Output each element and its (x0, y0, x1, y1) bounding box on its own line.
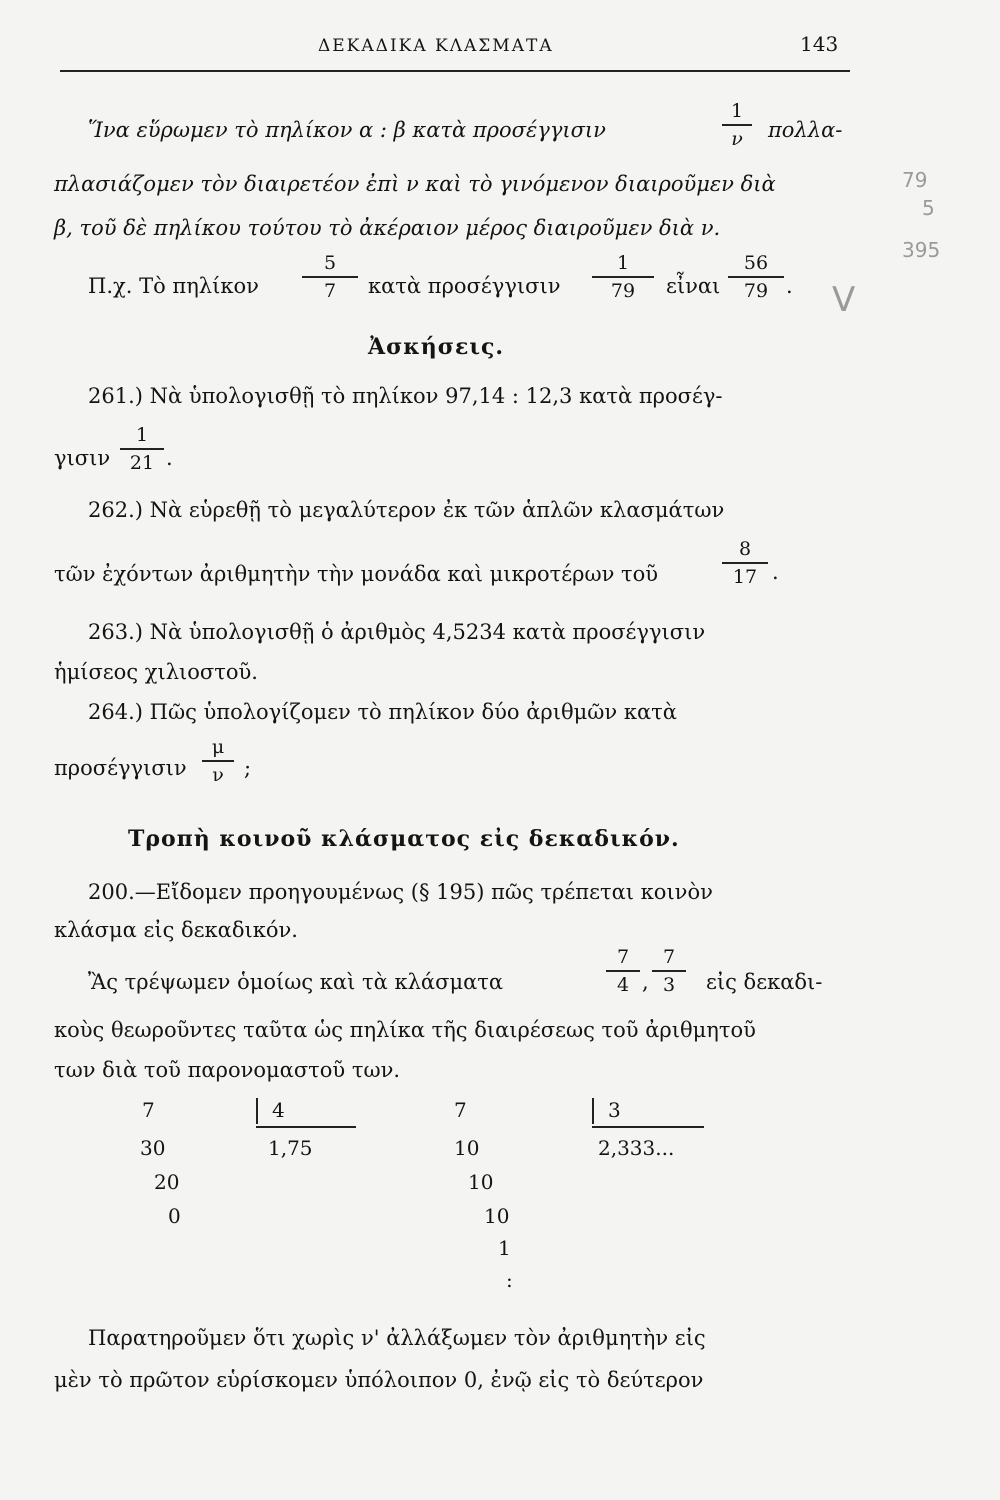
intro-line-1: Ἵνα εὕρωμεν τὸ πηλίκον α : β κατὰ προσέγγισιν (88, 118, 606, 142)
example-fraction-2 (592, 252, 654, 302)
margin-note: 79 (902, 168, 928, 192)
header-rule (60, 70, 850, 72)
margin-note: 395 (902, 238, 941, 262)
exercise-261-line-1: 261.) Νὰ ὑπολογισθῇ τὸ πηλίκον 97,14 : 12,3 κατὰ προσέγ- (88, 384, 723, 408)
paragraph-200-line-1: 200.—Εἴδομεν προηγουμένως (§ 195) πῶς τρέπεται κοινὸν (88, 880, 713, 904)
fraction-bar (728, 276, 784, 278)
intro-line-3: β, τοῦ δὲ πηλίκου τούτου τὸ ἀκέραιον μέρος διαιροῦμεν διὰ ν. (54, 216, 721, 240)
fraction-denominator: 79 (610, 279, 636, 302)
paragraph-as-fraction-2 (652, 946, 686, 996)
intro-line-2: πλασιάζομεν τὸν διαιρετέον ἐπὶ ν καὶ τὸ γινόμενον διαιροῦμεν διὰ (54, 172, 776, 196)
fraction-numerator: 56 (743, 252, 769, 274)
division-1-quotient: 1,75 (268, 1136, 313, 1160)
example-end: . (786, 274, 793, 298)
fraction-bar (722, 124, 752, 126)
fraction-bar (120, 448, 164, 450)
division-2-continuation: : (506, 1268, 513, 1292)
fraction-denominator: ν (212, 763, 224, 786)
fraction-separator: , (642, 970, 649, 994)
example-text-b: κατὰ προσέγγισιν (368, 274, 561, 298)
fraction-bar (202, 760, 234, 762)
fraction-denominator: 4 (616, 973, 630, 996)
exercise-261-end: . (166, 446, 173, 470)
fraction-numerator: 7 (616, 946, 630, 968)
division-2-step: 10 (468, 1170, 494, 1194)
fraction-numerator: 5 (323, 252, 337, 274)
division-2-step: 10 (484, 1204, 510, 1228)
exercise-261-line-2: γισιν (54, 446, 111, 470)
fraction-bar (606, 970, 640, 972)
division-2-quotient: 2,333... (598, 1136, 675, 1160)
division-1-step: 30 (140, 1136, 166, 1160)
fraction-bar (592, 276, 654, 278)
paragraph-as-fraction-1 (606, 946, 640, 996)
running-header: ΔΕΚΑΔΙΚΑ ΚΛΑΣΜΑΤΑ (318, 36, 554, 56)
fraction-numerator: 1 (730, 100, 744, 122)
example-fraction-3 (728, 252, 784, 302)
exercise-261-fraction (120, 424, 164, 474)
intro-line-1-end: πολλα- (768, 118, 843, 142)
fraction-denominator: 3 (662, 973, 676, 996)
exercise-264-fraction (202, 736, 234, 786)
exercise-262-line-1: 262.) Νὰ εὑρεθῇ τὸ μεγαλύτερον ἐκ τῶν ἁπλῶν κλασμάτων (88, 498, 725, 522)
division-1-step: 20 (154, 1170, 180, 1194)
exercise-264-line-1: 264.) Πῶς ὑπολογίζομεν τὸ πηλίκον δύο ἀριθμῶν κατὰ (88, 700, 677, 724)
fraction-bar (722, 562, 768, 564)
margin-checkmark: V (832, 280, 856, 320)
division-2-step: 10 (454, 1136, 480, 1160)
intro-fraction (722, 100, 752, 150)
closing-line-1: Παρατηροῦμεν ὅτι χωρὶς ν' ἀλλάξωμεν τὸν ἀριθμητὴν εἰς (88, 1326, 706, 1350)
division-1-step: 0 (168, 1204, 181, 1228)
division-1-divisor: 4 (272, 1098, 285, 1122)
fraction-denominator: 21 (129, 451, 155, 474)
fraction-numerator: 8 (738, 538, 752, 560)
fraction-bar (302, 276, 358, 278)
exercise-263-line-1: 263.) Νὰ ὑπολογισθῇ ὁ ἀριθμὸς 4,5234 κατὰ προσέγγισιν (88, 620, 706, 644)
division-2-step: 1 (498, 1236, 511, 1260)
fraction-denominator: 17 (732, 565, 758, 588)
fraction-numerator: μ (211, 736, 225, 758)
fraction-numerator: 1 (135, 424, 149, 446)
exercise-264-line-2: προσέγγισιν (54, 756, 187, 780)
fraction-numerator: 7 (662, 946, 676, 968)
division-2-dividend: 7 (454, 1098, 467, 1122)
page-number: 143 (800, 32, 839, 56)
division-2-divisor: 3 (608, 1098, 621, 1122)
example-fraction-1 (302, 252, 358, 302)
division-1-dividend: 7 (142, 1098, 155, 1122)
exercise-262-end: . (772, 560, 779, 584)
closing-line-2: μὲν τὸ πρῶτον εὑρίσκομεν ὑπόλοιπον 0, ἐνῷ εἰς τὸ δεύτερον (54, 1368, 704, 1392)
paragraph-as-line-3: των διὰ τοῦ παρονομαστοῦ των. (54, 1058, 401, 1082)
fraction-bar (652, 970, 686, 972)
example-text-c: εἶναι (666, 274, 721, 298)
exercise-264-end: ; (244, 756, 252, 780)
paragraph-as-text-a: Ἂς τρέψωμεν ὁμοίως καὶ τὰ κλάσματα (88, 970, 504, 994)
paragraph-as-text-b: εἰς δεκαδι- (706, 970, 823, 994)
fraction-numerator: 1 (616, 252, 630, 274)
example-text-a: Π.χ. Τὸ πηλίκον (88, 274, 259, 298)
section-heading: Τροπὴ κοινοῦ κλάσματος εἰς δεκαδικόν. (128, 826, 680, 852)
fraction-denominator: 79 (743, 279, 769, 302)
margin-note: 5 (922, 196, 935, 220)
division-1-vertical-bar (256, 1098, 258, 1124)
fraction-denominator: ν (731, 127, 743, 150)
exercise-263-line-2: ἡμίσεος χιλιοστοῦ. (54, 660, 258, 684)
division-1-quotient-rule (256, 1126, 356, 1128)
paragraph-as-line-2: κοὺς θεωροῦντες ταῦτα ὡς πηλίκα τῆς διαιρέσεως τοῦ ἀριθμητοῦ (54, 1018, 756, 1042)
fraction-denominator: 7 (323, 279, 337, 302)
exercise-262-line-2: τῶν ἐχόντων ἀριθμητὴν τὴν μονάδα καὶ μικροτέρων τοῦ (54, 562, 659, 586)
division-2-quotient-rule (592, 1126, 704, 1128)
exercises-heading: Ἀσκήσεις. (368, 334, 505, 360)
division-2-vertical-bar (592, 1098, 594, 1124)
exercise-262-fraction (722, 538, 768, 588)
paragraph-200-line-2: κλάσμα εἰς δεκαδικόν. (54, 918, 298, 942)
